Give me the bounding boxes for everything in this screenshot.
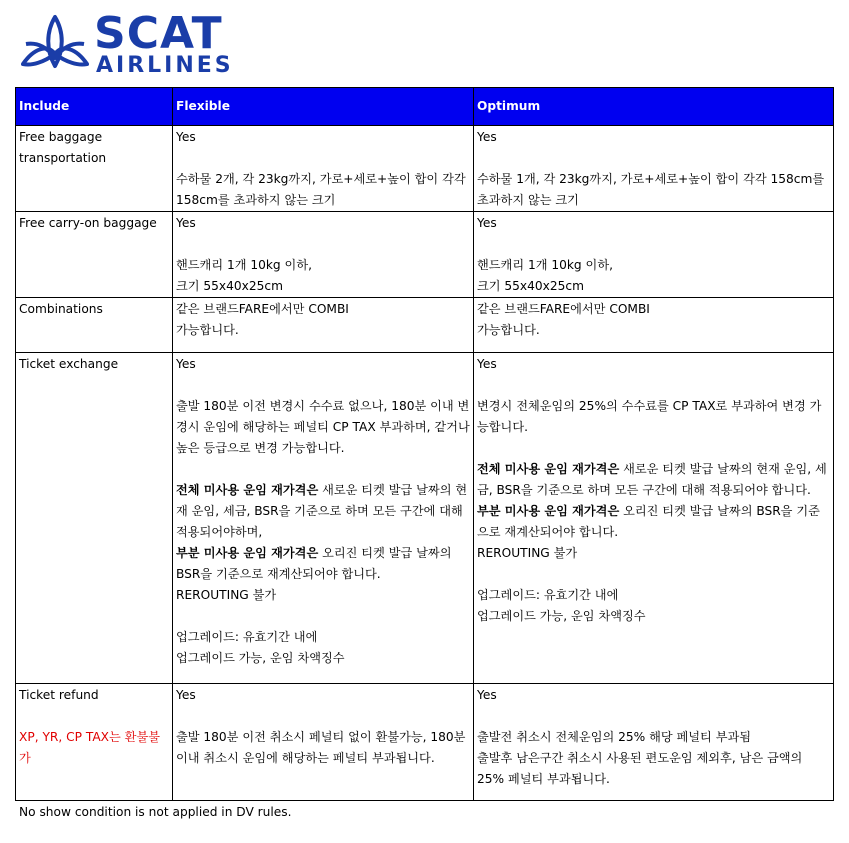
optimum-partial-unused-text: 오리진 티켓 발급 날짜의 BSR을 기준으로 재계산되어야 합니다.	[477, 504, 820, 539]
optimum-free-baggage-cell	[474, 126, 834, 212]
optimum-rerouting: REROUTING 불가	[477, 546, 578, 560]
optimum-free-baggage-detail: 수하물 1개, 각 23kg까지, 가로+세로+높이 합이 각각 158cm를 초과하지 않는 크기	[477, 172, 825, 207]
flexible-partial-unused-title: 부분 미사용 운임 재가격은	[176, 546, 319, 560]
flexible-combinations-line2: 가능합니다.	[176, 323, 239, 337]
scat-airlines-logo	[20, 8, 300, 78]
optimum-full-unused-title: 전체 미사용 운임 재가격은	[477, 462, 620, 476]
flexible-ticket-exchange-cell	[173, 353, 474, 684]
flexible-combinations-line1: 같은 브랜드FARE에서만 COMBI	[176, 302, 349, 316]
spacer	[19, 706, 170, 727]
header-flexible: Flexible	[173, 88, 474, 126]
flexible-refund-rule: 출발 180분 이전 취소시 페널티 없이 환불가능, 180분 이내 취소시 운임에 해당하는 페널티 부과됩니다.	[176, 730, 466, 765]
optimum-full-unused-text: 새로운 티켓 발급 날짜의 현재 운임, 세금, BSR을 기준으로 하며 모든 구간에 대해 적용되어야 합니다.	[477, 462, 827, 497]
table-row	[16, 212, 834, 298]
optimum-partial-unused-reprice	[477, 501, 831, 543]
header-optimum: Optimum	[474, 88, 834, 126]
optimum-upgrade-line2: 업그레이드 가능, 운임 차액징수	[477, 609, 646, 623]
flexible-free-baggage-detail: 수하물 2개, 각 23kg까지, 가로+세로+높이 합이 각각 158cm를 초과하지 않는 크기	[176, 172, 466, 207]
refund-tax-note: XP, YR, CP TAX는 환불불가	[19, 730, 160, 765]
optimum-upgrade-line1: 업그레이드: 유효기간 내에	[477, 588, 619, 602]
flexible-combinations-cell	[173, 298, 474, 353]
flexible-carry-on-cell	[173, 212, 474, 298]
spacer	[477, 438, 831, 459]
flexible-carry-on-size: 크기 55x40x25cm	[176, 279, 283, 293]
optimum-exchange-yes: Yes	[477, 357, 497, 371]
optimum-ticket-refund-cell	[474, 684, 834, 801]
spacer	[477, 564, 831, 585]
row-label-carry-on: Free carry-on baggage	[16, 212, 173, 298]
table-row	[16, 298, 834, 353]
flexible-full-unused-text: 새로운 티켓 발급 날짜의 현재 운임, 세금, BSR을 기준으로 하며 모든 구간에 대해 적용되어야하며,	[176, 483, 468, 539]
spacer	[477, 375, 831, 396]
optimum-refund-after-departure: 출발후 남은구간 취소시 사용된 편도운임 제외후, 남은 금액의 25% 페널티 부과됩니다.	[477, 751, 803, 786]
header-include: Include	[16, 88, 173, 126]
optimum-carry-on-yes: Yes	[477, 216, 497, 230]
flexible-carry-on-weight: 핸드캐리 1개 10kg 이하,	[176, 258, 312, 272]
optimum-full-unused-reprice	[477, 459, 831, 501]
optimum-combinations-line1: 같은 브랜드FARE에서만 COMBI	[477, 302, 650, 316]
optimum-free-baggage-yes: Yes	[477, 130, 497, 144]
optimum-combinations-cell	[474, 298, 834, 353]
row-label-free-baggage: Free baggage transportation	[16, 126, 173, 212]
table-row	[16, 353, 834, 684]
flexible-refund-yes: Yes	[176, 688, 196, 702]
optimum-refund-before-departure: 출발전 취소시 전체운임의 25% 해당 페널티 부과됨	[477, 730, 752, 744]
optimum-refund-yes: Yes	[477, 688, 497, 702]
flexible-rerouting: REROUTING 불가	[176, 588, 277, 602]
optimum-carry-on-weight: 핸드캐리 1개 10kg 이하,	[477, 258, 613, 272]
logo-wordmark-airlines: AIRLINES	[96, 53, 234, 78]
optimum-combinations-line2: 가능합니다.	[477, 323, 540, 337]
logo-wordmark-scat: SCAT	[94, 8, 223, 59]
spacer	[176, 148, 471, 169]
table-row	[16, 684, 834, 801]
optimum-carry-on-size: 크기 55x40x25cm	[477, 279, 584, 293]
row-label-ticket-refund-cell	[16, 684, 173, 801]
flexible-full-unused-title: 전체 미사용 운임 재가격은	[176, 483, 319, 497]
optimum-exchange-rule: 변경시 전체운임의 25%의 수수료를 CP TAX로 부과하여 변경 가능합니다.	[477, 399, 822, 434]
flexible-exchange-yes: Yes	[176, 357, 196, 371]
flexible-free-baggage-yes: Yes	[176, 130, 196, 144]
row-label-combinations: Combinations	[16, 298, 173, 353]
flexible-full-unused-reprice	[176, 480, 471, 543]
flexible-ticket-refund-cell	[173, 684, 474, 801]
table-header-row	[16, 88, 834, 126]
no-show-footnote: No show condition is not applied in DV rules.	[19, 805, 292, 819]
fare-conditions-table	[15, 87, 834, 801]
table-row	[16, 126, 834, 212]
flexible-partial-unused-text: 오리진 티켓 발급 날짜의 BSR을 기준으로 재계산되어야 합니다.	[176, 546, 452, 581]
spacer	[477, 706, 831, 727]
spacer	[176, 459, 471, 480]
flexible-carry-on-yes: Yes	[176, 216, 196, 230]
row-label-ticket-refund: Ticket refund	[19, 688, 99, 702]
flexible-exchange-rule: 출발 180분 이전 변경시 수수료 없으나, 180분 이내 변경시 운임에 해당하는 페널티 CP TAX 부과하며, 같거나 높은 등급으로 변경 가능합니다.	[176, 399, 470, 455]
spacer	[176, 606, 471, 627]
optimum-partial-unused-title: 부분 미사용 운임 재가격은	[477, 504, 620, 518]
scat-wing-emblem-icon	[20, 14, 90, 74]
optimum-carry-on-cell	[474, 212, 834, 298]
spacer	[176, 234, 471, 255]
spacer	[176, 706, 471, 727]
flexible-free-baggage-cell	[173, 126, 474, 212]
spacer	[176, 375, 471, 396]
optimum-ticket-exchange-cell	[474, 353, 834, 684]
spacer	[477, 148, 831, 169]
row-label-ticket-exchange: Ticket exchange	[16, 353, 173, 684]
flexible-partial-unused-reprice	[176, 543, 471, 585]
flexible-upgrade-line1: 업그레이드: 유효기간 내에	[176, 630, 318, 644]
flexible-upgrade-line2: 업그레이드 가능, 운임 차액징수	[176, 651, 345, 665]
spacer	[477, 234, 831, 255]
